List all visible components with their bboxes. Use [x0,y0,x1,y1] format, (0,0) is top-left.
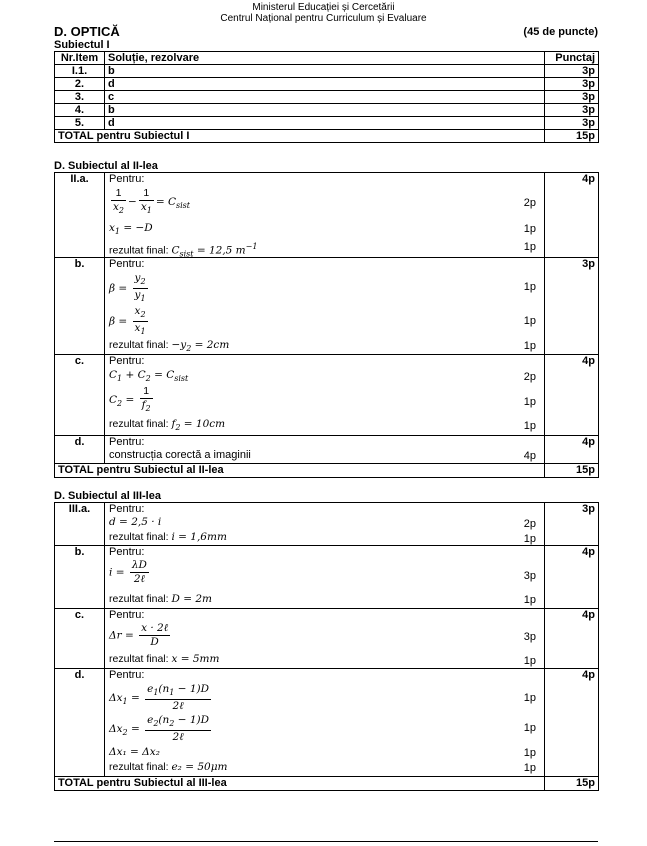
formula-dx1: $\Delta x_1$ = $\frac{e_1(n_1 - 1)D}{\text{2ℓ}}$ [109,683,210,713]
subject3-table [54,502,599,791]
answer: d [105,117,545,130]
partial-points: 1p [523,533,536,545]
subject3-heading: D. Subiectul al III-lea [54,490,161,502]
total-points: 15p [545,130,599,143]
subject2-heading: D. Subiectul al II-lea [54,160,158,172]
final-result: rezultat final: D = 2m [109,593,212,605]
total-label: TOTAL pentru Subiectul al II-lea [55,464,545,478]
final-result: rezultat final: x = 5mm [109,653,220,665]
total-row [55,130,599,143]
subject1-table [54,51,599,143]
answer: c [105,91,545,104]
item-points: 4p [545,173,599,258]
final-result: rezultat final: $-y_2 = 2cm$ [109,339,230,354]
item-points: 4p [545,609,599,669]
table-row [55,104,599,117]
total-label: TOTAL pentru Subiectul I [55,130,545,143]
title-row [54,24,598,39]
page-title: D. OPTICĂ [54,24,120,39]
formula-beta-y: β = $\frac{y_2}{y_1}$ [109,272,146,304]
item-number: c. [55,355,105,436]
answer: b [105,65,545,78]
pentru-label: Pentru: [109,355,145,367]
final-result: rezultat final: $C_{sist} = 12,5$ $m^{-1}$ [109,242,258,259]
item-row-a [55,173,599,258]
solution-cell [105,609,545,669]
item-number: 2. [55,78,105,91]
item-number: d. [55,669,105,777]
formula-equal-shift: Δx₁ = Δx₂ [109,746,160,758]
table-row [55,65,599,78]
formula-sum: $C_1 + C_2 = C_{sist}$ [109,369,189,384]
solution-cell [105,436,545,464]
subject2-table [54,172,599,478]
solution-cell [105,669,545,777]
item-row-c [55,609,599,669]
total-label: TOTAL pentru Subiectul al III-lea [55,777,545,791]
formula-d: d = 2,5 · i [109,516,162,528]
formula-path-diff: Δr = $\frac{\text{x · 2ℓ}}{D}$ [109,622,169,648]
partial-points: 1p [523,223,536,235]
partial-points: 1p [523,692,536,704]
answer: d [105,78,545,91]
formula-beta-x: β = $\frac{x_2}{x_1}$ [109,305,146,337]
col-points-header: Punctaj [545,52,599,65]
item-number: 3. [55,91,105,104]
col-solution-header: Soluție, rezolvare [105,52,545,65]
pentru-label: Pentru: [109,436,145,448]
pentru-label: Pentru: [109,546,145,558]
total-points: 15p [545,464,599,478]
points: 3p [545,104,599,117]
item-number: b. [55,546,105,609]
table-header-row [55,52,599,65]
solution-cell [105,355,545,436]
points: 3p [545,117,599,130]
center-header: Centrul Național pentru Curriculum și Evaluare [220,13,427,24]
formula-dx2: $\Delta x_2$ = $\frac{e_2(n_2 - 1)D}{\text{2ℓ}}$ [109,714,210,744]
col-item-header: Nr.Item [55,52,105,65]
item-row-d [55,669,599,777]
item-points: 4p [545,436,599,464]
partial-points: 1p [523,747,536,759]
final-result: rezultat final: i = 1,6mm [109,531,227,543]
solution-line: construcția corectă a imaginii [109,449,251,461]
item-number: c. [55,609,105,669]
pentru-label: Pentru: [109,258,145,270]
item-points: 3p [545,258,599,355]
total-row [55,777,599,791]
partial-points: 2p [523,197,536,209]
solution-cell [105,503,545,546]
formula-lens-power: $\frac{1}{x_2}$ − $\frac{1}{x_1}$ = $C_{sist}$ [113,187,190,216]
partial-points: 3p [523,570,536,582]
partial-points: 2p [523,371,536,383]
item-points: 3p [545,503,599,546]
subject1-heading: Subiectul I [54,39,110,51]
formula-interfringe: i = $\frac{\lambda D}{\text{2ℓ}}$ [109,559,147,585]
item-row-b [55,546,599,609]
partial-points: 4p [523,450,536,462]
formula-c2: $C_2$ = $\frac{1}{f_2}$ [109,385,151,414]
partial-points: 1p [523,722,536,734]
points: 3p [545,78,599,91]
pentru-label: Pentru: [109,609,145,621]
item-number: II.a. [55,173,105,258]
partial-points: 1p [523,396,536,408]
item-row-d [55,436,599,464]
solution-cell [105,173,545,258]
total-row [55,464,599,478]
item-number: I.1. [55,65,105,78]
formula-x1: $x_1 = -D$ [109,222,153,237]
table-row [55,117,599,130]
total-points: 15p [545,777,599,791]
item-number: 4. [55,104,105,117]
solution-cell [105,258,545,355]
partial-points: 1p [523,315,536,327]
final-result: rezultat final: $f_2 = 10cm$ [109,418,226,433]
item-points: 4p [545,669,599,777]
final-result: rezultat final: e₂ = 50μm [109,761,228,773]
partial-points: 1p [523,340,536,352]
partial-points: 3p [523,631,536,643]
pentru-label: Pentru: [109,669,145,681]
partial-points: 1p [523,655,536,667]
item-points: 4p [545,546,599,609]
ministry-header: Ministerul Educației și Cercetării [252,2,395,13]
item-row-c [55,355,599,436]
answer: b [105,104,545,117]
table-row [55,91,599,104]
table-row [55,78,599,91]
item-row-a [55,503,599,546]
item-row-b [55,258,599,355]
partial-points: 1p [523,594,536,606]
partial-points: 1p [523,762,536,774]
footer-divider [54,841,598,842]
points: 3p [545,91,599,104]
item-number: b. [55,258,105,355]
partial-points: 2p [523,518,536,530]
partial-points: 1p [523,241,536,253]
pentru-label: Pentru: [109,503,145,515]
item-points: 4p [545,355,599,436]
pentru-label: Pentru: [109,173,145,185]
item-number: III.a. [55,503,105,546]
solution-cell [105,546,545,609]
item-number: 5. [55,117,105,130]
partial-points: 1p [523,420,536,432]
partial-points: 1p [523,281,536,293]
item-number: d. [55,436,105,464]
points: 3p [545,65,599,78]
points-total: (45 de puncte) [523,26,598,38]
